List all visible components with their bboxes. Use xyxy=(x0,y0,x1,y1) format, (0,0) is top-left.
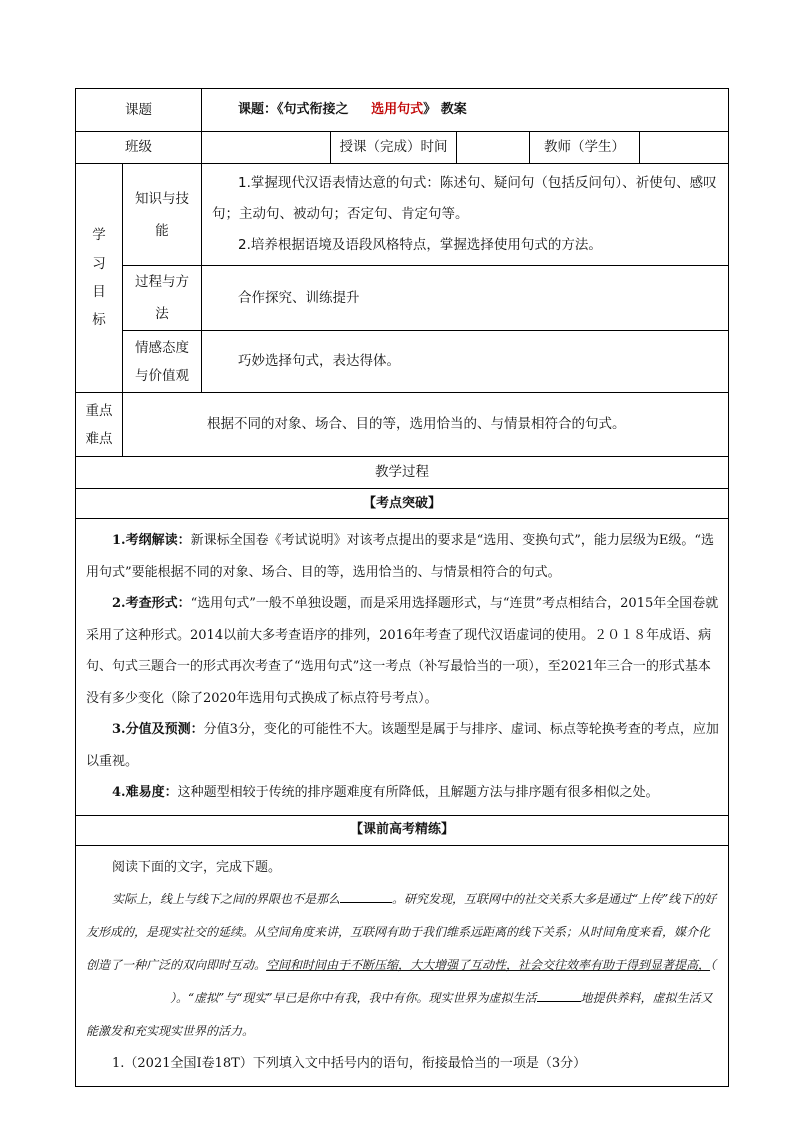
process-title: 教学过程 xyxy=(76,457,729,489)
exam-item-1: 1.考纲解读：新课标全国卷《考试说明》对该考点提出的要求是“选用、变换句式”，能力层级为E级。“选用句式”要能根据不同的对象、场合、目的等，选用恰当的、与情景相符合的句式。 xyxy=(86,533,715,580)
section1-body-row xyxy=(76,519,729,816)
reading-passage: 实际上，线上与线下之间的界限也不是那么 。研究发现，互联网中的社交关系大多是通过“上传”线下的好友形成的，是现实社交的延续。从空间角度来讲，互联网有助于我们维系远距离的线下关系；从时间角度来看，媒介化创造了一种广泛的双向即时互动。空间和时间由于不断压缩，大大增强了互动性，社会交往效率有助于得到显著提高，（）。“虚拟”与“现实”早已是你中有我，我中有你。现实世界为虚拟生活 地提供养料，虚拟生活又能激发和充实现实世界的活力。 xyxy=(86,883,720,1048)
lesson-plan-page xyxy=(75,88,728,1087)
exam-item-2: 2.考查形式：“选用句式”一般不单独设题，而是采用选择题形式，与“连贯”考点相结合，2015年全国卷就采用了这种形式。2014以前大多考查语序的排列，2016年考查了现代汉语虚词的使用。２０１８年成语、病句、句式三题合一的形式再次考查了“选用句式”这一考点（补写最恰当的一项），至2021年三合一的形式基本没有多少变化（除了2020年选用句式换成了标点符号考点）。 xyxy=(86,596,719,706)
class-row xyxy=(76,132,729,164)
key-points-content: 根据不同的对象、场合、目的等，选用恰当的、与情景相符合的句式。 xyxy=(123,393,729,457)
section2-body-row xyxy=(76,845,729,1086)
teacher-label: 教师（学生） xyxy=(530,132,640,164)
section2-title: 【课前高考精练】 xyxy=(76,815,729,845)
topic-label: 课题 xyxy=(76,89,202,132)
key-points-label: 重点 难点 xyxy=(76,393,123,457)
underlined-sentence: 空间和时间由于不断压缩，大大增强了互动性，社会交往效率有助于得到显著提高， xyxy=(266,958,711,972)
process-label: 过程与方 法 xyxy=(123,266,202,331)
knowledge-label: 知识与技 能 xyxy=(123,164,202,266)
knowledge-row xyxy=(76,164,729,266)
time-value xyxy=(457,132,530,164)
passage-blank-2 xyxy=(537,987,581,1002)
title-prefix: 课题：《句式衔接之 xyxy=(238,102,349,118)
process-title-row xyxy=(76,457,729,489)
exam-item-4: 4.难易度：这种题型相较于传统的排序题难度有所降低，且解题方法与排序题有很多相似之处。 xyxy=(112,785,659,800)
time-label: 授课（完成）时间 xyxy=(331,132,457,164)
lesson-title xyxy=(202,89,729,132)
title-red: 选用句式 xyxy=(371,102,424,118)
process-content: 合作探究、训练提升 xyxy=(202,266,729,331)
title-suffix: 》 教案 xyxy=(423,102,467,118)
emotion-row xyxy=(76,331,729,393)
section2-title-row xyxy=(76,815,729,845)
reading-intro: 阅读下面的文字，完成下题。 xyxy=(112,859,282,875)
class-value xyxy=(202,132,331,164)
section1-title-row xyxy=(76,489,729,519)
passage-blank-1 xyxy=(340,888,392,903)
lesson-plan-table xyxy=(75,88,729,1087)
teacher-value xyxy=(640,132,729,164)
knowledge-line-2: 2.培养根据语境及语段风格特点，掌握选择使用句式的方法。 xyxy=(238,237,602,253)
emotion-content: 巧妙选择句式，表达得体。 xyxy=(202,331,729,393)
title-row xyxy=(76,89,729,132)
class-label: 班级 xyxy=(76,132,202,164)
section2-body xyxy=(76,845,729,1086)
knowledge-content xyxy=(202,164,729,266)
exam-item-3: 3.分值及预测：分值3分，变化的可能性不大。该题型是属于与排序、虚词、标点等轮换考查的考点，应加以重视。 xyxy=(86,722,719,769)
question-stem: 1.（2021全国Ⅰ卷18T）下列填入文中括号内的语句，衔接最恰当的一项是（3分） xyxy=(112,1056,587,1071)
section1-body xyxy=(76,519,729,816)
emotion-label: 情感态度 与价值观 xyxy=(123,331,202,393)
process-row xyxy=(76,266,729,331)
knowledge-line-1: 1.掌握现代汉语表情达意的句式：陈述句、疑问句（包括反问句）、祈使句、感叹句；主动句、被动句；否定句、肯定句等。 xyxy=(212,175,717,222)
key-points-row xyxy=(76,393,729,457)
objectives-group-label: 学 习 目 标 xyxy=(76,164,123,393)
section1-title: 【考点突破】 xyxy=(76,489,729,519)
